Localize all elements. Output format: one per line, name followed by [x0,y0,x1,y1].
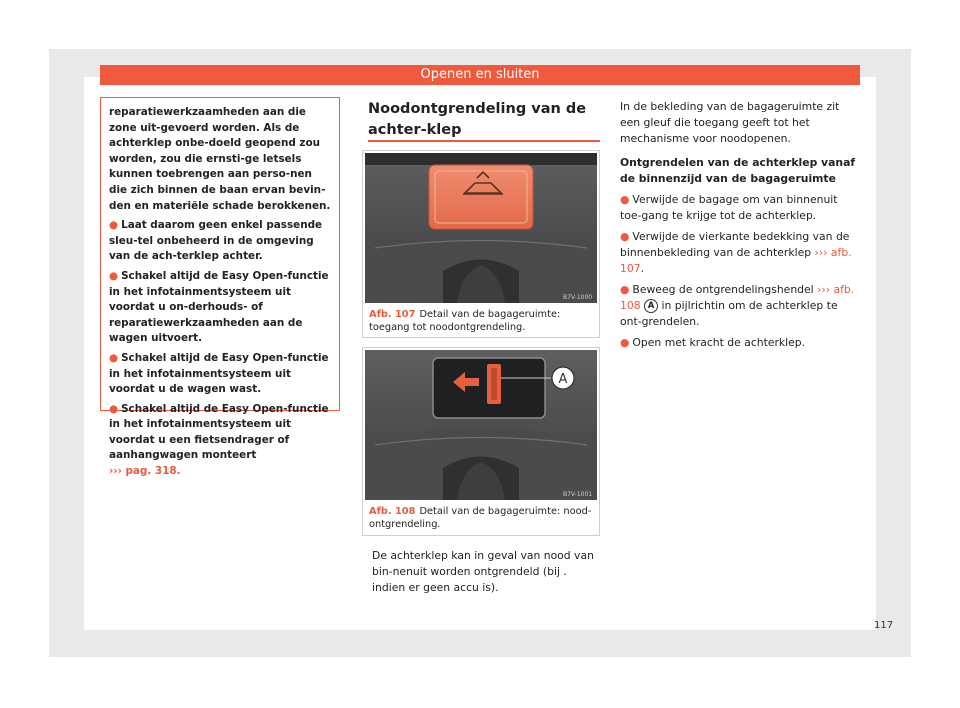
bullet-icon: ● [109,402,119,415]
body-paragraph: De achterklep kan in geval van nood van bin-nenuit worden ontgrendeld (bij . indien er geen accu is). [372,549,594,594]
figure-caption: Afb. 108 Detail van de bagageruimte: nood-ontgrendeling. [369,506,592,530]
title-divider [368,140,600,142]
marker-label: A [558,372,568,387]
warning-intro: reparatiewerkzaamheden aan die zone uit-gevoerd worden. Als de achterklep onbe-doeld geopend zou worden, zou die ernsti-ge letsels kunnen toebrengen aan perso-nen die zich binnen de baan ervan bevin-den en materiële schade berokkenen. [109,106,331,212]
page-header: Openen en sluiten [100,65,860,85]
figure-caption: Afb. 107 Detail van de bagageruimte: toegang tot noodontgrendeling. [369,309,561,333]
section-title: Noodontgrendeling van de achter-klep [368,101,587,138]
page-ref-link[interactable]: ››› pag. 318. [109,465,181,478]
warning-box [100,97,340,478]
bullet-icon: ● [109,269,119,282]
figure-code: B7V-1001 [563,491,593,498]
bullet-icon: ● [109,219,119,232]
warning-item: ● Schakel altijd de Easy Open-functie in het infotainmentsysteem uit voordat u de wagen wast. [109,351,329,396]
figure-107 [362,150,600,338]
warning-item: ● Laat daarom geen enkel passende sleu-tel onbeheerd in de omgeving van de ach-terklep achter. [109,219,323,263]
step-item: ● Verwijde de bagage om van binnenuit toe-gang te krijge tot de achterklep. [620,193,838,222]
intro-paragraph: In de bekleding van de bagageruimte zit een gleuf die toegang geeft tot het mechanisme voor noodopenen. [620,100,840,145]
bullet-icon: ● [620,230,630,243]
step-list [620,192,860,351]
sub-heading: Ontgrendelen van de achterklep vanaf de binnenzijd van de bagageruimte [620,156,856,185]
bullet-icon: ● [620,336,630,349]
step-item: ● Verwijde de vierkante bedekking van de binnenbekleding van de achterklep ››› afb. 107. [620,230,852,275]
bullet-icon: ● [620,283,630,296]
warning-item: ● Schakel altijd de Easy Open-functie in het infotainmentsysteem uit voordat u on-derhouds- of reparatiewerkzaamheden aan de wagen uitvoert. [109,269,329,345]
page-number: 117 [874,620,894,631]
instructions-column [620,99,860,351]
warning-item: ● Schakel altijd de Easy Open-functie in het infotainmentsysteem uit voordat u een fietsendrager of aanhangwagen monteert ››› pag. 318. [109,402,329,478]
bullet-icon: ● [620,193,630,206]
figure-label: Afb. 108 [369,506,416,517]
marker-a-icon: A [644,299,658,313]
figure-ref-link[interactable]: ››› afb. 108 [620,283,855,312]
warning-list [109,218,331,480]
step-item: ● Beweeg de ontgrendelingshendel ››› afb. 108 A in pijlrichtin om de achterklep te ont-grendelen. [620,283,855,328]
bullet-icon: ● [109,351,119,364]
figure-108 [362,347,600,536]
figure-code: B7V-1000 [563,294,593,301]
release-lever-illustration [365,350,597,500]
trunk-cover-illustration [365,153,597,303]
figure-label: Afb. 107 [369,309,416,320]
step-item: ● Open met kracht de achterklep. [620,336,806,349]
figure-ref-link[interactable]: ››› afb. 107 [620,246,852,275]
